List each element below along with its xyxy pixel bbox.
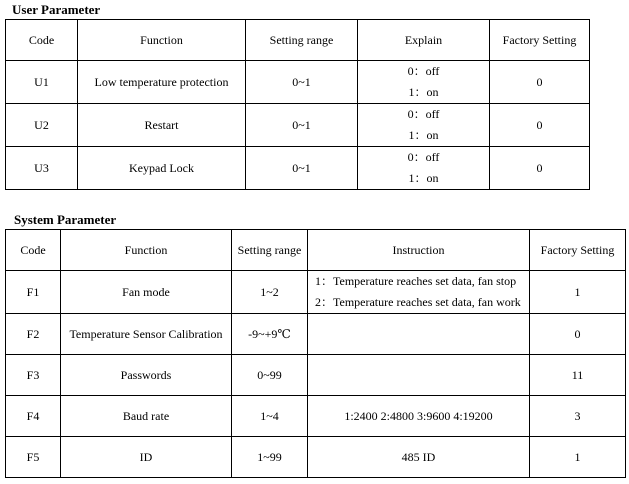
cell-setting-range: 0~1 [246,147,358,190]
cell-code: F5 [6,437,61,478]
user-parameter-title: User Parameter [12,2,101,17]
cell-factory-setting: 3 [530,396,626,437]
cell-factory-setting: 1 [530,271,626,314]
system-parameter-table [5,229,626,478]
cell-factory-setting: 0 [490,104,590,147]
instruction-line: 2：Temperature reaches set data, fan work [315,295,521,309]
cell-function: Temperature Sensor Calibration [61,314,232,355]
explain-line: 0：off [407,107,440,121]
cell-code: F4 [6,396,61,437]
header-setting-range: Setting range [246,20,358,61]
cell-function: Low temperature protection [78,61,246,104]
cell-factory-setting: 0 [490,147,590,190]
table-row [6,147,590,190]
header-instruction: Instruction [308,230,530,271]
table-header-row [6,230,626,271]
cell-explain [358,61,490,104]
cell-instruction [308,271,530,314]
cell-code: F3 [6,355,61,396]
cell-function: Restart [78,104,246,147]
cell-function: Baud rate [61,396,232,437]
table-row [6,61,590,104]
cell-code: F1 [6,271,61,314]
cell-setting-range: 0~1 [246,104,358,147]
cell-factory-setting: 11 [530,355,626,396]
cell-setting-range: 0~99 [232,355,308,396]
cell-instruction: 485 ID [308,437,530,478]
cell-setting-range: 1~4 [232,396,308,437]
cell-instruction [308,355,530,396]
table-row [6,396,626,437]
header-function: Function [78,20,246,61]
cell-code: U2 [6,104,78,147]
explain-line: 1：on [408,128,439,142]
cell-explain [358,147,490,190]
header-function: Function [61,230,232,271]
table-row [6,437,626,478]
header-code: Code [6,230,61,271]
cell-setting-range: 0~1 [246,61,358,104]
cell-function: Passwords [61,355,232,396]
system-parameter-title: System Parameter [14,212,117,227]
cell-factory-setting: 1 [530,437,626,478]
cell-setting-range: 1~2 [232,271,308,314]
header-code: Code [6,20,78,61]
explain-line: 1：on [408,85,439,99]
user-parameter-table [5,19,590,190]
cell-instruction: 1:2400 2:4800 3:9600 4:19200 [308,396,530,437]
header-setting-range: Setting range [232,230,308,271]
cell-function: ID [61,437,232,478]
table-header-row [6,20,590,61]
cell-factory-setting: 0 [530,314,626,355]
cell-function: Fan mode [61,271,232,314]
table-row [6,271,626,314]
cell-code: F2 [6,314,61,355]
explain-line: 1：on [408,171,439,185]
cell-code: U3 [6,147,78,190]
cell-instruction [308,314,530,355]
instruction-line: 1：Temperature reaches set data, fan stop [315,274,517,288]
cell-explain [358,104,490,147]
header-factory-setting: Factory Setting [530,230,626,271]
table-row [6,355,626,396]
explain-line: 0：off [407,64,440,78]
cell-setting-range: -9~+9℃ [232,314,308,355]
table-row [6,314,626,355]
cell-code: U1 [6,61,78,104]
explain-line: 0：off [407,150,440,164]
table-row [6,104,590,147]
cell-setting-range: 1~99 [232,437,308,478]
cell-factory-setting: 0 [490,61,590,104]
header-explain: Explain [358,20,490,61]
header-factory-setting: Factory Setting [490,20,590,61]
cell-function: Keypad Lock [78,147,246,190]
